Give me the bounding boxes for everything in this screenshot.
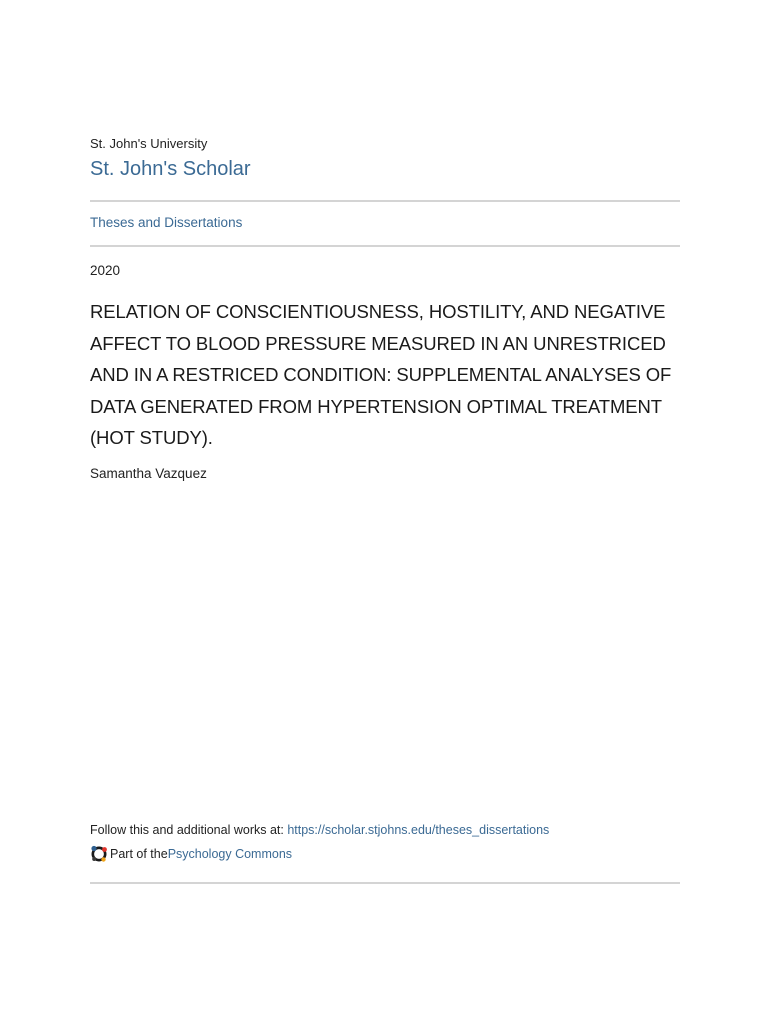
part-of-line	[90, 845, 292, 863]
divider-top	[90, 200, 680, 202]
divider-middle	[90, 245, 680, 247]
follow-label: Follow this and additional works at:	[90, 823, 288, 837]
publication-year: 2020	[90, 263, 121, 278]
network-commons-icon	[90, 845, 108, 863]
repository-link[interactable]: St. John's Scholar	[90, 158, 251, 180]
part-of-label: Part of the	[110, 847, 168, 861]
author-name: Samantha Vazquez	[90, 466, 207, 481]
divider-bottom	[90, 882, 680, 884]
follow-line	[90, 823, 549, 837]
collection-link[interactable]: Theses and Dissertations	[90, 215, 243, 230]
title-page	[90, 0, 680, 1024]
psychology-commons-link[interactable]: Psychology Commons	[167, 847, 293, 861]
collection-url-link[interactable]: https://scholar.stjohns.edu/theses_dissertations	[287, 823, 550, 837]
institution-name: St. John's University	[90, 136, 208, 151]
document-title: RELATION OF CONSCIENTIOUSNESS, HOSTILITY, AND NEGATIVE AFFECT TO BLOOD PRESSURE MEASURED IN AN UNRESTRICED AND IN A RESTRICED CONDITION: SUPPLEMENTAL ANALYSES OF DATA GENERATED FROM HYPERTENSION OPTIMAL TREATMENT (HOT STUDY).	[90, 301, 672, 448]
